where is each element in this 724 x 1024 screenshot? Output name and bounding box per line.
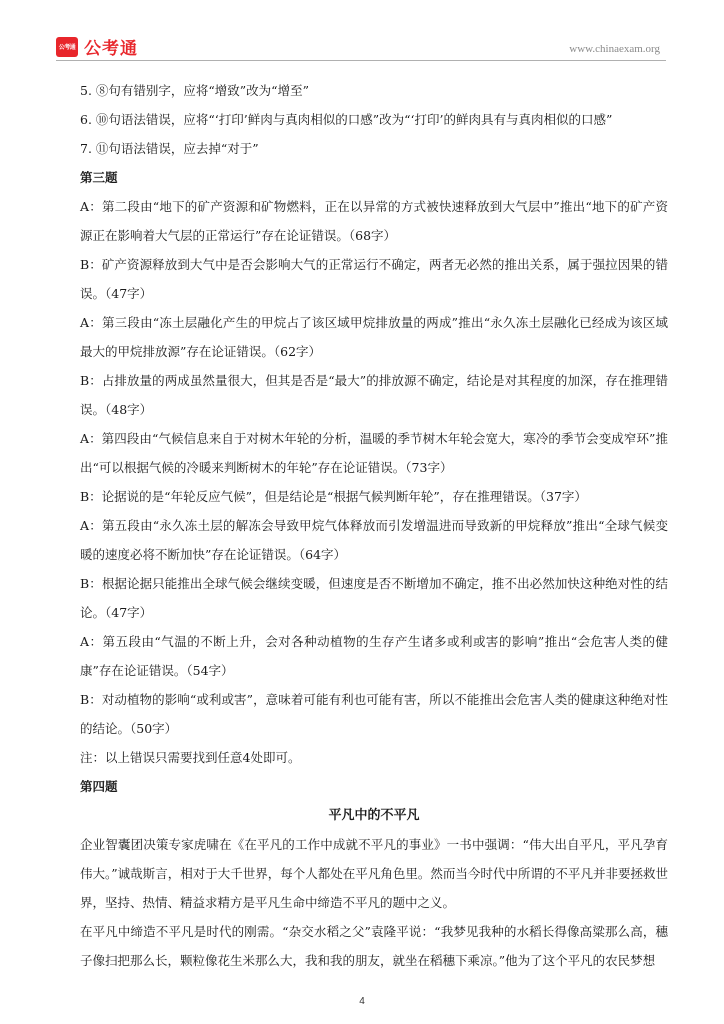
brand-logo[interactable] xyxy=(56,34,138,59)
page-number: 4 xyxy=(359,996,365,1007)
logo-text: 公考通 xyxy=(84,39,138,59)
section-3-paragraph: B：对动植物的影响“或利或害”，意味着可能有利也可能有害，所以不能推出会危害人类的健康这种绝对性的结论。（50字） xyxy=(80,692,668,736)
site-url-link[interactable]: www.chinaexam.org xyxy=(569,43,660,55)
section-3-paragraph: B：占排放量的两成虽然量很大，但其是否是“最大”的排放源不确定，结论是对其程度的加深，存在推理错误。（48字） xyxy=(80,373,668,417)
header-divider xyxy=(56,60,666,61)
logo-badge-icon: 公考通 xyxy=(56,37,78,57)
section-3-paragraph: B：论据说的是“年轮反应气候”，但是结论是“根据气候判断年轮”，存在推理错误。（37字） xyxy=(80,489,587,504)
answer-line-6: 6. ⑩句语法错误，应将“‘打印’鲜肉与真肉相似的口感”改为“‘打印’的鲜肉具有与真肉相似的口感” xyxy=(80,112,613,127)
section-3-paragraph: B：矿产资源释放到大气中是否会影响大气的正常运行不确定，两者无必然的推出关系，属于强拉因果的错误。（47字） xyxy=(80,257,668,301)
answer-line-5: 5. ⑧句有错别字，应将“增致”改为“增至” xyxy=(80,83,309,98)
section-3-title: 第三题 xyxy=(80,170,118,185)
section-3-paragraph: B：根据论据只能推出全球气候会继续变暖，但速度是否不断增加不确定，推不出必然加快这种绝对性的结论。（47字） xyxy=(80,576,668,620)
essay-title: 平凡中的不平凡 xyxy=(328,808,420,823)
essay-paragraph: 在平凡中缔造不平凡是时代的刚需。“杂交水稻之父”袁隆平说：“我梦见我种的水稻长得像高粱那么高，穗子像扫把那么长，颗粒像花生米那么大，我和我的朋友，就坐在稻穗下乘凉。”他为了这个平凡的农民梦想 xyxy=(80,924,668,968)
section-4-title: 第四题 xyxy=(80,779,118,794)
section-3-paragraph: A：第二段由“地下的矿产资源和矿物燃料，正在以异常的方式被快速释放到大气层中”推出“地下的矿产资源正在影响着大气层的正常运行”存在论证错误。（68字） xyxy=(80,199,668,243)
section-3-note: 注：以上错误只需要找到任意4处即可。 xyxy=(80,750,301,765)
section-3-paragraph: A：第五段由“永久冻土层的解冻会导致甲烷气体释放而引发增温进而导致新的甲烷释放”推出“全球气候变暖的速度必将不断加快”存在论证错误。（64字） xyxy=(80,518,668,562)
section-3-paragraph: A：第三段由“冻土层融化产生的甲烷占了该区域甲烷排放量的两成”推出“永久冻土层融化已经成为该区域最大的甲烷排放源”存在论证错误。（62字） xyxy=(80,315,668,359)
document-body xyxy=(80,76,668,975)
section-3-paragraph: A：第四段由“气候信息来自于对树木年轮的分析，温暖的季节树木年轮会宽大，寒冷的季节会变成窄环”推出“可以根据气候的冷暖来判断树木的年轮”存在论证错误。（73字） xyxy=(80,431,668,475)
section-3-paragraph: A：第五段由“气温的不断上升，会对各种动植物的生存产生诸多或利或害的影响”推出“会危害人类的健康”存在论证错误。（54字） xyxy=(80,634,668,678)
essay-paragraph: 企业智囊团决策专家虎啸在《在平凡的工作中成就不平凡的事业》一书中强调：“伟大出自平凡，平凡孕育伟大。”诚哉斯言，相对于大千世界，每个人都处在平凡角色里。然而当今时代中所谓的不平凡并非要拯救世界，坚持、热情、精益求精方是平凡生命中缔造不平凡的题中之义。 xyxy=(80,837,668,910)
answer-line-7: 7. ⑪句语法错误，应去掉“对于” xyxy=(80,141,259,156)
